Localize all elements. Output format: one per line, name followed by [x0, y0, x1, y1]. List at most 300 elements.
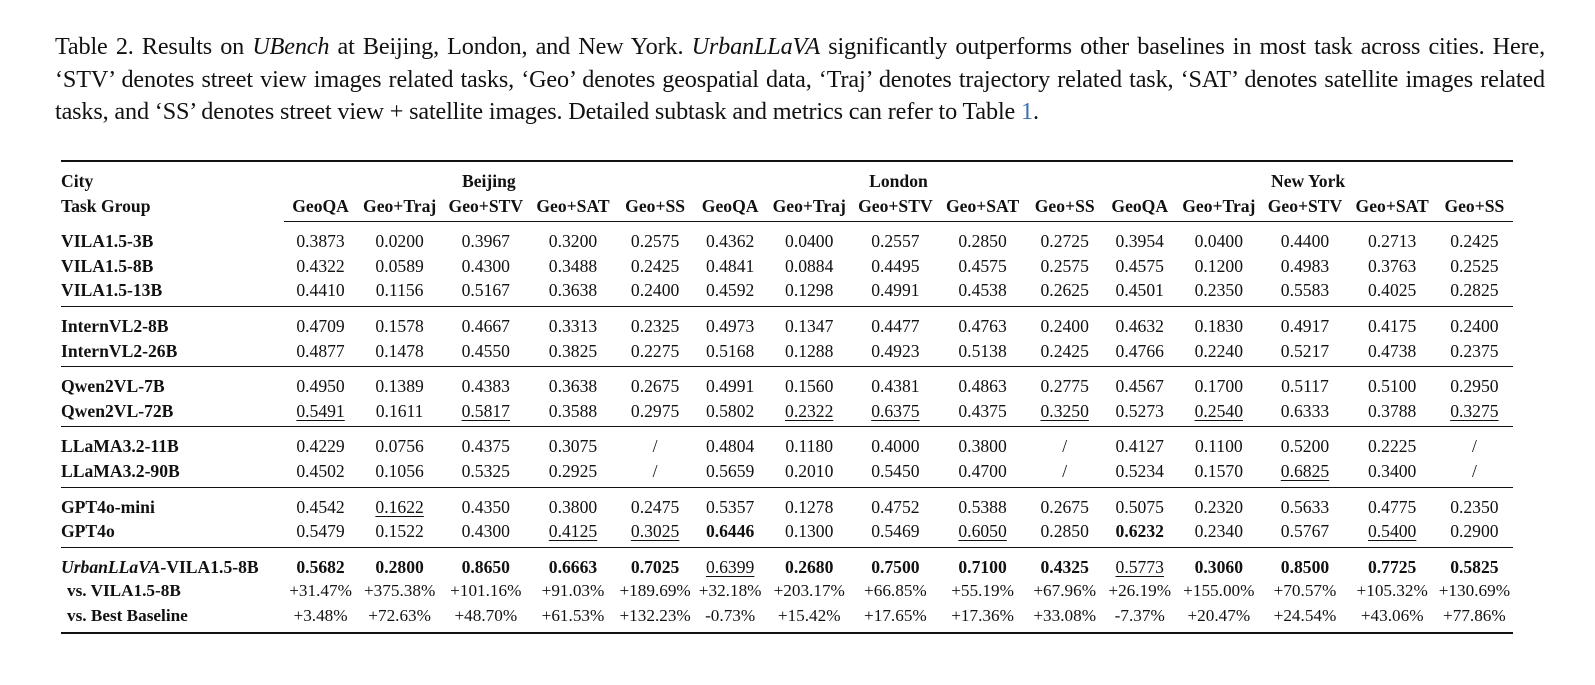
score-cell	[1103, 519, 1176, 547]
score-cell	[529, 427, 616, 459]
caption-rest: significantly outperforms other baselines in most task across cities. Here, ‘STV’ denotes street view images related tasks, ‘Geo’ denotes geospatial data, ‘Traj’ denotes trajectory related task, ‘SAT’ denotes satellite images related tasks, and ‘SS’ denotes street view + satellite images. Detailed subtask and metrics can refer to Table	[55, 33, 1545, 125]
score-value: 0.0884	[785, 255, 834, 276]
score-cell	[617, 427, 694, 459]
score-cell	[1261, 367, 1348, 399]
score-value: 0.5234	[1115, 460, 1164, 481]
score-cell	[1436, 459, 1513, 487]
score-value: 0.3025	[630, 521, 680, 542]
score-value: 0.4362	[705, 231, 755, 252]
score-value: 0.6663	[548, 556, 598, 577]
model-name: GPT4o-mini	[61, 487, 284, 519]
score-value: 0.5802	[705, 400, 755, 421]
score-cell	[1103, 399, 1176, 427]
score-cell	[529, 519, 616, 547]
score-value: 0.1056	[375, 460, 424, 481]
score-value: 0.2425	[1040, 340, 1089, 361]
delta-value: +189.69%	[619, 581, 691, 601]
score-value: 0.4542	[296, 496, 345, 517]
score-cell	[357, 254, 442, 279]
table-row	[61, 487, 1513, 519]
model-name: LLaMA3.2-11B	[61, 427, 284, 459]
score-cell	[284, 222, 357, 254]
score-value: 0.5357	[705, 496, 755, 517]
score-cell	[529, 367, 616, 399]
score-cell	[694, 222, 767, 254]
score-value: 0.1288	[785, 340, 834, 361]
ours-model-suffix: -VILA1.5-8B	[160, 556, 259, 577]
task-header-cell: Geo+Traj	[357, 194, 442, 222]
score-value: /	[1062, 436, 1068, 457]
city-new-york: New York	[1103, 161, 1513, 194]
score-value: 0.4991	[705, 376, 755, 397]
results-table	[61, 160, 1513, 634]
score-value: 0.2950	[1450, 376, 1499, 397]
score-cell	[1176, 487, 1261, 519]
score-cell	[357, 427, 442, 459]
score-cell	[617, 222, 694, 254]
score-cell	[1436, 519, 1513, 547]
score-value: 0.1300	[785, 521, 834, 542]
score-value: 0.6375	[871, 400, 920, 421]
score-value: 0.6232	[1115, 521, 1164, 542]
score-value: 0.4322	[296, 255, 345, 276]
score-cell	[442, 547, 529, 579]
score-value: 0.4300	[461, 255, 510, 276]
score-value: 0.4229	[296, 436, 345, 457]
score-cell	[529, 399, 616, 427]
score-cell	[694, 306, 767, 338]
caption-lead: Table 2. Results on	[55, 33, 253, 60]
score-value: 0.4877	[296, 340, 345, 361]
score-cell	[1176, 278, 1261, 306]
score-cell	[442, 519, 529, 547]
city-beijing: Beijing	[284, 161, 694, 194]
delta-value: +101.16%	[450, 581, 522, 601]
score-value: 0.3763	[1367, 255, 1417, 276]
score-value: 0.6825	[1280, 460, 1330, 481]
score-value: 0.2800	[375, 556, 424, 577]
score-cell	[1026, 487, 1103, 519]
score-value: 0.5388	[958, 496, 1007, 517]
delta-value: +31.47%	[289, 581, 352, 601]
task-header-cell: Geo+SS	[1436, 194, 1513, 222]
score-value: 0.5217	[1280, 340, 1330, 361]
table-row	[61, 254, 1513, 279]
score-cell	[1176, 547, 1261, 579]
score-cell	[1176, 339, 1261, 367]
score-value: 0.3400	[1367, 460, 1417, 481]
caption-end: .	[1032, 98, 1039, 125]
score-value: 0.2725	[1040, 231, 1089, 252]
task-header-cell: Geo+STV	[442, 194, 529, 222]
score-cell	[357, 399, 442, 427]
score-value: 0.4752	[871, 496, 920, 517]
score-value: 0.1156	[375, 280, 424, 301]
score-value: 0.2675	[1040, 496, 1089, 517]
score-value: 0.2240	[1194, 340, 1243, 361]
score-cell	[767, 547, 852, 579]
ours-model-name	[61, 547, 284, 579]
score-value: 0.1298	[785, 280, 834, 301]
score-value: 0.5469	[871, 521, 920, 542]
score-value: 0.5817	[461, 400, 510, 421]
score-cell	[617, 487, 694, 519]
score-cell	[357, 519, 442, 547]
model-name: InternVL2-26B	[61, 340, 178, 361]
score-cell	[694, 399, 767, 427]
score-cell	[1103, 459, 1176, 487]
score-cell	[1349, 487, 1436, 519]
score-cell	[617, 278, 694, 306]
score-value: 0.7100	[958, 556, 1007, 577]
score-cell	[1261, 306, 1348, 338]
table-row	[61, 399, 1513, 427]
score-cell	[767, 278, 852, 306]
score-cell	[939, 519, 1026, 547]
score-cell	[1026, 547, 1103, 579]
score-value: 0.2575	[1040, 255, 1089, 276]
score-value: 0.2825	[1450, 280, 1499, 301]
score-value: 0.5633	[1280, 496, 1330, 517]
score-value: 0.7025	[630, 556, 680, 577]
task-header-cell: Geo+SS	[617, 194, 694, 222]
task-header-cell: Geo+SS	[1026, 194, 1103, 222]
score-value: 0.4501	[1115, 280, 1164, 301]
score-value: 0.2225	[1367, 436, 1417, 457]
score-cell	[1103, 427, 1176, 459]
score-cell	[1436, 222, 1513, 254]
score-cell	[617, 399, 694, 427]
score-cell	[1349, 254, 1436, 279]
score-cell	[617, 459, 694, 487]
score-value: 0.1622	[375, 496, 424, 517]
delta-value: +55.19%	[951, 581, 1014, 601]
score-value: 0.5168	[705, 340, 755, 361]
score-cell	[1103, 547, 1176, 579]
score-value: 0.0400	[785, 231, 834, 252]
score-value: 0.1578	[375, 315, 424, 336]
score-cell	[1026, 306, 1103, 338]
score-cell	[1261, 487, 1348, 519]
delta-value: +132.23%	[617, 604, 694, 633]
score-value: 0.4863	[958, 376, 1007, 397]
model-name: GPT4o	[61, 521, 115, 542]
score-cell	[767, 427, 852, 459]
score-value: 0.4375	[461, 436, 510, 457]
city-london: London	[694, 161, 1104, 194]
delta-value: +72.63%	[357, 604, 442, 633]
task-header-cell: Geo+SAT	[1349, 194, 1436, 222]
score-value: 0.2850	[1040, 521, 1089, 542]
delta-value: +20.47%	[1176, 604, 1261, 633]
score-value: /	[1062, 460, 1068, 481]
score-cell	[694, 339, 767, 367]
score-cell	[529, 487, 616, 519]
score-value: 0.4575	[958, 255, 1007, 276]
score-value: 0.4550	[461, 340, 510, 361]
delta-value: +91.03%	[541, 581, 605, 601]
score-value: 0.2925	[548, 460, 598, 481]
score-cell	[442, 459, 529, 487]
table-row	[61, 459, 1513, 487]
score-value: 0.5167	[461, 280, 510, 301]
score-value: 0.2425	[1450, 231, 1499, 252]
score-cell	[1026, 427, 1103, 459]
score-cell	[529, 222, 616, 254]
score-cell	[1103, 339, 1176, 367]
score-cell	[1261, 278, 1348, 306]
score-cell	[939, 278, 1026, 306]
score-cell	[1103, 278, 1176, 306]
score-cell	[1176, 306, 1261, 338]
score-value: 0.2322	[785, 400, 834, 421]
score-cell	[529, 306, 616, 338]
score-value: 0.3638	[548, 280, 598, 301]
score-value: 0.5773	[1115, 556, 1164, 577]
score-value: 0.1200	[1194, 255, 1243, 276]
score-cell	[852, 278, 939, 306]
delta-value: +155.00%	[1183, 581, 1255, 601]
score-value: 0.4025	[1367, 280, 1417, 301]
score-value: 0.2375	[1450, 340, 1499, 361]
score-cell	[357, 306, 442, 338]
table-row	[61, 222, 1513, 254]
delta-value: +105.32%	[1356, 581, 1428, 601]
score-value: 0.5400	[1367, 521, 1417, 542]
score-value: 0.3488	[548, 255, 598, 276]
score-value: 0.3825	[548, 340, 598, 361]
score-value: 0.2320	[1194, 496, 1243, 517]
score-cell	[767, 222, 852, 254]
score-value: 0.2325	[630, 315, 680, 336]
score-cell	[694, 519, 767, 547]
task-header-cell: GeoQA	[1103, 194, 1176, 222]
score-cell	[442, 427, 529, 459]
score-cell	[1103, 367, 1176, 399]
score-cell	[767, 399, 852, 427]
score-value: 0.1389	[375, 376, 424, 397]
score-cell	[357, 367, 442, 399]
score-cell	[284, 427, 357, 459]
score-value: /	[1471, 460, 1477, 481]
score-cell	[767, 306, 852, 338]
score-cell	[357, 339, 442, 367]
score-value: 0.1570	[1194, 460, 1243, 481]
score-cell	[284, 306, 357, 338]
score-value: 0.1478	[375, 340, 424, 361]
score-value: 0.2275	[630, 340, 680, 361]
score-cell	[529, 339, 616, 367]
table-row	[61, 427, 1513, 459]
score-value: 0.2625	[1040, 280, 1089, 301]
delta-value: +203.17%	[773, 581, 845, 601]
score-cell	[1436, 427, 1513, 459]
score-value: 0.2475	[630, 496, 680, 517]
score-value: 0.3588	[548, 400, 598, 421]
score-value: 0.2350	[1194, 280, 1243, 301]
score-value: 0.4923	[871, 340, 920, 361]
caption-table-ref-link[interactable]: 1	[1021, 98, 1033, 125]
score-value: 0.4763	[958, 315, 1007, 336]
score-value: 0.1180	[785, 436, 834, 457]
score-cell	[357, 459, 442, 487]
score-cell	[442, 222, 529, 254]
ours-row	[61, 547, 1513, 579]
delta-value: +26.19%	[1108, 581, 1172, 601]
score-value: 0.0200	[375, 231, 424, 252]
delta-value: +130.69%	[1438, 581, 1511, 601]
score-value: 0.4381	[871, 376, 920, 397]
score-value: 0.4175	[1367, 315, 1417, 336]
table-row	[61, 306, 1513, 338]
score-value: 0.2425	[630, 255, 680, 276]
score-value: 0.4538	[958, 280, 1007, 301]
score-cell	[694, 254, 767, 279]
score-value: 0.4592	[705, 280, 755, 301]
score-cell	[939, 339, 1026, 367]
task-group-header-row	[61, 194, 1513, 222]
score-value: 0.2400	[1040, 315, 1089, 336]
score-cell	[694, 459, 767, 487]
score-value: 0.4738	[1367, 340, 1417, 361]
score-value: 0.4502	[296, 460, 345, 481]
score-cell	[357, 547, 442, 579]
score-cell	[357, 487, 442, 519]
score-cell	[442, 339, 529, 367]
score-cell	[529, 547, 616, 579]
score-cell	[767, 367, 852, 399]
score-value: 0.4667	[461, 315, 510, 336]
delta-value: +66.85%	[864, 581, 927, 601]
score-cell	[1349, 306, 1436, 338]
score-value: 0.4991	[871, 280, 920, 301]
score-value: 0.4575	[1115, 255, 1164, 276]
score-cell	[939, 487, 1026, 519]
delta-value: +32.18%	[698, 581, 762, 601]
caption-model-name: UrbanLLaVA	[691, 33, 820, 60]
delta-value: +24.54%	[1261, 604, 1348, 633]
score-cell	[767, 254, 852, 279]
score-cell	[284, 367, 357, 399]
score-value: 0.4000	[871, 436, 920, 457]
ours-model-italic: UrbanLLaVA	[61, 556, 161, 577]
score-value: 0.4410	[296, 280, 345, 301]
score-cell	[442, 278, 529, 306]
score-value: 0.2713	[1367, 231, 1417, 252]
delta-value: +17.65%	[852, 604, 939, 633]
delta-value: +375.38%	[363, 581, 436, 601]
score-cell	[284, 519, 357, 547]
score-cell	[617, 547, 694, 579]
score-value: 0.5138	[958, 340, 1007, 361]
score-value: 0.6050	[958, 521, 1007, 542]
delta-value: +43.06%	[1349, 604, 1436, 633]
score-value: 0.1100	[1194, 436, 1243, 457]
model-name: Qwen2VL-72B	[61, 400, 174, 421]
score-cell	[939, 222, 1026, 254]
score-value: 0.4125	[548, 521, 598, 542]
score-value: 0.6333	[1280, 400, 1330, 421]
score-cell	[1436, 278, 1513, 306]
score-cell	[1261, 339, 1348, 367]
score-value: 0.3967	[461, 231, 510, 252]
score-cell	[1176, 427, 1261, 459]
caption-bench-name: UBench	[252, 33, 330, 60]
model-name: LLaMA3.2-90B	[61, 460, 180, 481]
delta-value: -0.73%	[694, 604, 767, 633]
score-cell	[1261, 222, 1348, 254]
score-cell	[357, 222, 442, 254]
score-cell	[1026, 339, 1103, 367]
score-cell	[1103, 306, 1176, 338]
score-cell	[1103, 222, 1176, 254]
score-value: 0.4709	[296, 315, 345, 336]
score-value: 0.2525	[1450, 255, 1499, 276]
score-cell	[852, 339, 939, 367]
city-header-row	[61, 161, 1513, 194]
score-cell	[1436, 306, 1513, 338]
score-cell	[939, 306, 1026, 338]
score-value: 0.7725	[1367, 556, 1417, 577]
score-cell	[442, 399, 529, 427]
score-cell	[852, 254, 939, 279]
score-cell	[939, 367, 1026, 399]
delta-value: -7.37%	[1103, 604, 1176, 633]
task-header-cell: Geo+SAT	[529, 194, 616, 222]
delta-value: +48.70%	[442, 604, 529, 633]
model-name: VILA1.5-8B	[61, 255, 154, 276]
delta-value: +17.36%	[939, 604, 1026, 633]
score-cell	[852, 459, 939, 487]
table-row	[61, 278, 1513, 306]
score-cell	[767, 519, 852, 547]
delta-label: vs. VILA1.5-8B	[67, 581, 181, 601]
score-value: 0.3275	[1450, 400, 1499, 421]
score-cell	[1026, 222, 1103, 254]
score-value: 0.4700	[958, 460, 1007, 481]
delta-value: +70.57%	[1273, 581, 1337, 601]
score-value: 0.2557	[871, 231, 920, 252]
score-cell	[694, 547, 767, 579]
score-cell	[1349, 367, 1436, 399]
score-cell	[852, 487, 939, 519]
task-header-cell: Geo+Traj	[767, 194, 852, 222]
score-cell	[852, 306, 939, 338]
score-value: 0.4804	[705, 436, 755, 457]
score-value: 0.4477	[871, 315, 920, 336]
score-cell	[529, 254, 616, 279]
table-row	[61, 339, 1513, 367]
table-caption	[55, 31, 1545, 129]
score-value: 0.4973	[705, 315, 755, 336]
score-value: 0.5825	[1450, 556, 1499, 577]
score-value: 0.4300	[461, 521, 510, 542]
score-value: 0.2850	[958, 231, 1007, 252]
score-cell	[284, 459, 357, 487]
task-header-cell: GeoQA	[284, 194, 357, 222]
score-cell	[1261, 519, 1348, 547]
model-name: InternVL2-8B	[61, 306, 284, 338]
score-cell	[852, 427, 939, 459]
score-value: 0.2675	[630, 376, 680, 397]
score-cell	[767, 339, 852, 367]
score-value: 0.5682	[296, 556, 345, 577]
score-cell	[852, 519, 939, 547]
score-cell	[1436, 254, 1513, 279]
score-cell	[694, 487, 767, 519]
score-value: 0.5450	[871, 460, 920, 481]
score-cell	[1176, 519, 1261, 547]
